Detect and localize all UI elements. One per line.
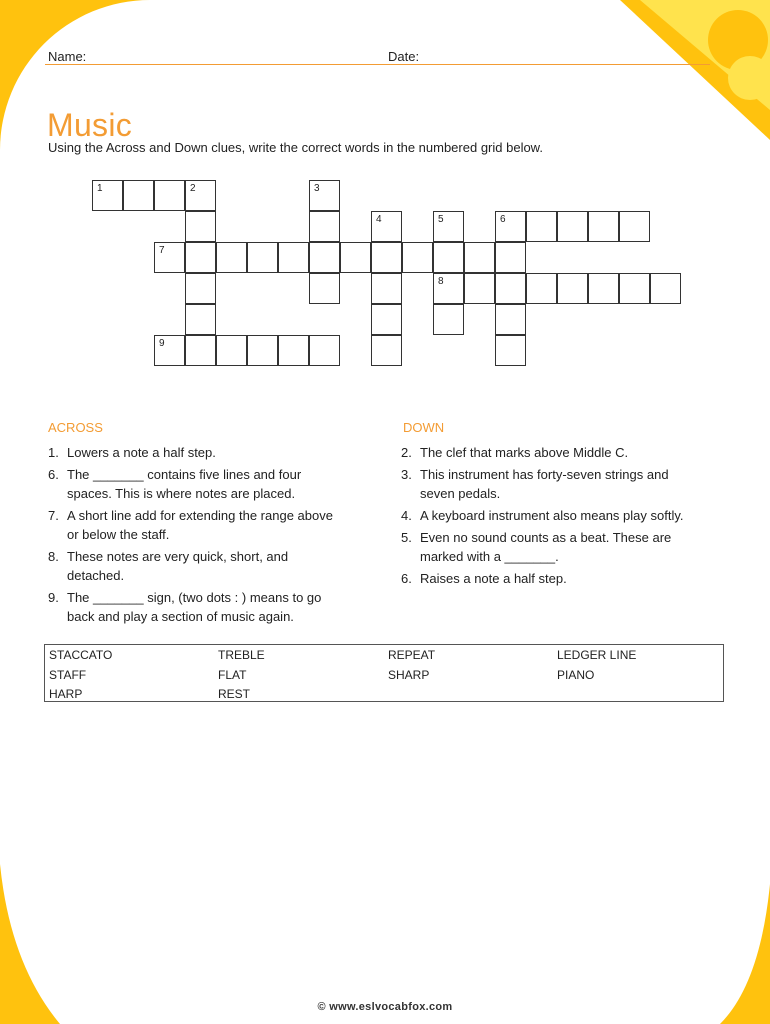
clue-number: 7 (159, 245, 165, 256)
clue-number: 4. (401, 508, 412, 523)
crossword-cell[interactable] (247, 335, 278, 366)
down-clue (401, 528, 701, 566)
clue-text: The clef that marks above Middle C. (420, 445, 629, 460)
corner-decoration-bottom-left (0, 864, 60, 1024)
down-clue (401, 506, 701, 525)
crossword-cell[interactable] (309, 242, 340, 273)
clue-number: 9. (48, 590, 59, 605)
clue-number: 5. (401, 530, 412, 545)
crossword-cell[interactable] (371, 335, 402, 366)
down-heading: DOWN (403, 420, 445, 435)
clue-number: 3. (401, 467, 412, 482)
crossword-cell[interactable] (247, 242, 278, 273)
crossword-cell[interactable] (433, 211, 464, 242)
page-title: Music (47, 107, 133, 144)
crossword-cell[interactable] (185, 242, 216, 273)
clue-text: A keyboard instrument also means play softly. (420, 508, 684, 523)
clue-text: These notes are very quick, short, and detached. (67, 549, 289, 583)
crossword-cell[interactable] (278, 335, 309, 366)
clue-text: The _______ contains five lines and four spaces. This is where notes are placed. (67, 467, 302, 501)
word-bank-item: LEDGER LINE (557, 648, 637, 662)
word-bank-item: TREBLE (218, 648, 265, 662)
crossword-cell[interactable] (588, 273, 619, 304)
word-bank-item: REPEAT (388, 648, 436, 662)
crossword-cell[interactable] (185, 273, 216, 304)
clue-number: 6. (401, 571, 412, 586)
crossword-cell[interactable] (309, 180, 340, 211)
name-label: Name: (48, 49, 87, 64)
clue-text: Raises a note a half step. (420, 571, 567, 586)
crossword-cell[interactable] (185, 335, 216, 366)
clue-number: 2 (190, 183, 196, 194)
clue-number: 6. (48, 467, 59, 482)
word-bank (44, 644, 724, 702)
crossword-cell[interactable] (371, 242, 402, 273)
across-clue-list (48, 443, 348, 629)
clue-number: 8. (48, 549, 59, 564)
crossword-cell[interactable] (185, 180, 216, 211)
crossword-cell[interactable] (433, 242, 464, 273)
clue-number: 9 (159, 338, 165, 349)
word-bank-item: PIANO (557, 667, 595, 682)
crossword-cell[interactable] (309, 211, 340, 242)
date-label: Date: (388, 49, 420, 64)
crossword-cell[interactable] (371, 211, 402, 242)
crossword-cell[interactable] (526, 211, 557, 242)
across-heading: ACROSS (48, 420, 103, 435)
corner-decoration-bottom-right (720, 884, 770, 1024)
crossword-cell[interactable] (495, 304, 526, 335)
crossword-cell[interactable] (495, 273, 526, 304)
crossword-cell[interactable] (433, 304, 464, 335)
crossword-cell[interactable] (216, 335, 247, 366)
down-clue (401, 569, 701, 588)
crossword-cell[interactable] (340, 242, 371, 273)
crossword-cell[interactable] (588, 211, 619, 242)
clue-number: 6 (500, 214, 506, 225)
crossword-cell[interactable] (185, 304, 216, 335)
word-bank-item: STAFF (49, 667, 87, 682)
crossword-cell[interactable] (371, 304, 402, 335)
clue-number: 2. (401, 445, 412, 460)
down-clue-list (401, 443, 701, 591)
clue-number: 1 (97, 183, 103, 194)
word-bank-item: STACCATO (49, 648, 113, 662)
crossword-cell[interactable] (526, 273, 557, 304)
crossword-cell[interactable] (495, 335, 526, 366)
crossword-cell[interactable] (619, 273, 650, 304)
clue-number: 5 (438, 214, 444, 225)
down-clue (401, 465, 701, 503)
crossword-cell[interactable] (464, 242, 495, 273)
footer-copyright: © www.eslvocabfox.com (317, 1001, 453, 1013)
across-clue (48, 588, 348, 626)
crossword-cell[interactable] (154, 335, 185, 366)
clue-number: 4 (376, 214, 382, 225)
instructions: Using the Across and Down clues, write the correct words in the numbered grid below. (48, 140, 543, 155)
word-bank-item: HARP (49, 687, 83, 701)
crossword-cell[interactable] (371, 273, 402, 304)
crossword-cell[interactable] (557, 273, 588, 304)
crossword-cell[interactable] (278, 242, 309, 273)
clue-number: 8 (438, 276, 444, 287)
across-clue (48, 547, 348, 585)
crossword-cell[interactable] (309, 335, 340, 366)
crossword-cell[interactable] (557, 211, 588, 242)
crossword-cell[interactable] (650, 273, 681, 304)
crossword-cell[interactable] (433, 273, 464, 304)
clue-number: 7. (48, 508, 59, 523)
crossword-cell[interactable] (619, 211, 650, 242)
word-bank-item: SHARP (388, 667, 430, 682)
crossword-cell[interactable] (309, 273, 340, 304)
crossword-cell[interactable] (464, 273, 495, 304)
crossword-cell[interactable] (216, 242, 247, 273)
across-clue (48, 443, 348, 462)
clue-number: 3 (314, 183, 320, 194)
clue-text: Even no sound counts as a beat. These are marked with a _______. (420, 530, 672, 564)
crossword-cell[interactable] (495, 242, 526, 273)
clue-text: Lowers a note a half step. (67, 445, 216, 460)
down-clue (401, 443, 701, 462)
crossword-cell[interactable] (185, 211, 216, 242)
clue-number: 1. (48, 445, 59, 460)
word-bank-item: FLAT (218, 667, 247, 682)
crossword-cell[interactable] (154, 180, 185, 211)
crossword-cell[interactable] (154, 242, 185, 273)
word-bank-item: REST (218, 687, 251, 701)
crossword-cell[interactable] (402, 242, 433, 273)
across-clue (48, 506, 348, 544)
crossword-cell[interactable] (495, 211, 526, 242)
clue-text: This instrument has forty-seven strings and seven pedals. (420, 467, 669, 501)
clue-text: The _______ sign, (two dots : ) means to go back and play a section of music again. (67, 590, 322, 624)
across-clue (48, 465, 348, 503)
crossword-grid (0, 0, 770, 400)
crossword-cell[interactable] (92, 180, 123, 211)
clue-text: A short line add for extending the range above or below the staff. (67, 508, 333, 542)
crossword-cell[interactable] (123, 180, 154, 211)
